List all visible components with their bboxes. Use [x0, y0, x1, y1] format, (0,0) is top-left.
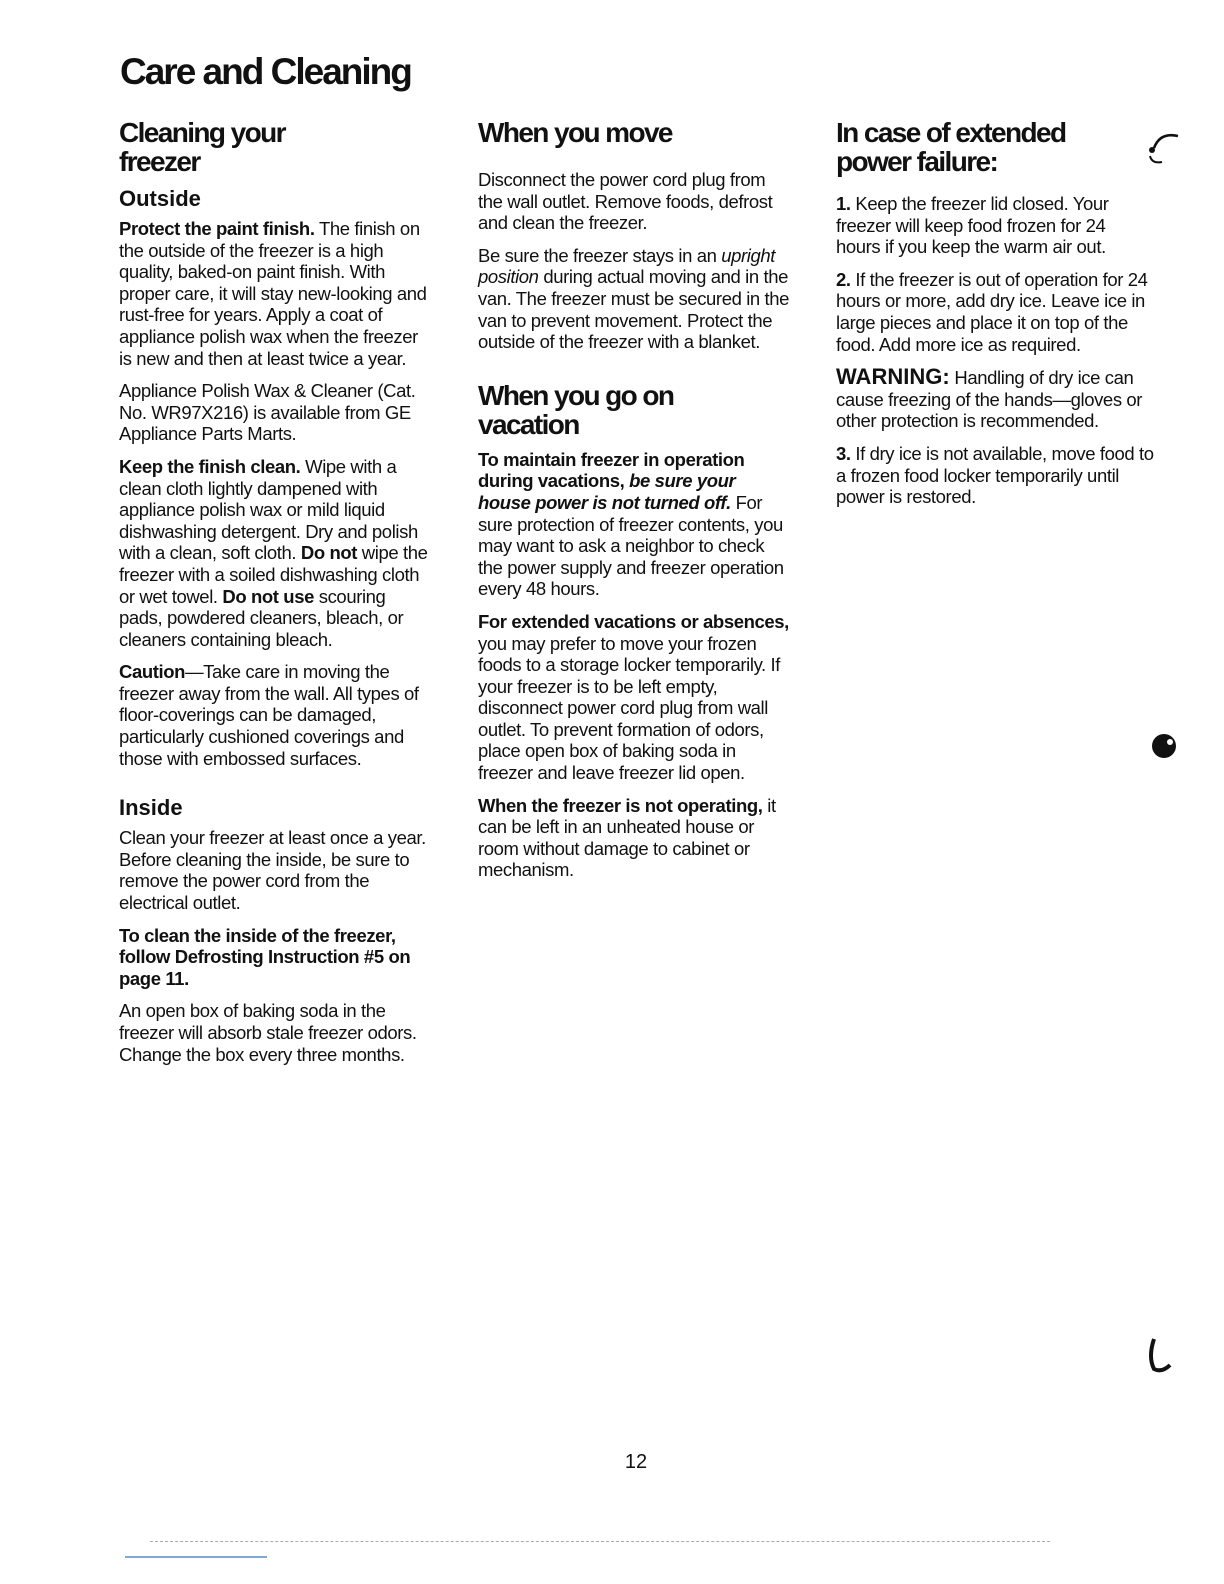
section-heading-move: When you move [478, 117, 672, 148]
bold-lead: When the freezer is not operating, [478, 794, 763, 816]
italic-text: upright position [478, 244, 776, 288]
paragraph-upright [478, 245, 790, 353]
scan-mark [1148, 728, 1184, 764]
text: If the freezer is out of operation for 24 hours or more, add dry ice. Leave ice in large pieces and place it on top of the food. Add more ice as required. [836, 268, 1148, 355]
subheading-inside: Inside [119, 795, 183, 821]
text: Be sure the freezer stays in an [478, 244, 722, 266]
text: The finish on the outside of the freezer is a high quality, baked-on paint finish. With proper care, it will stay new-looking and rust-free for years. Apply a coat of appliance polish wax when the freezer is new and then at least twice a year. [119, 218, 427, 369]
bold-lead: Keep the finish clean. [119, 455, 301, 477]
text: wipe the freezer with a soiled dishwashing cloth or wet towel. [119, 542, 428, 607]
section-heading-cleaning: Cleaning your freezer [119, 117, 285, 177]
text: you may prefer to move your frozen foods to a storage locker temporarily. If your freezer is to be left empty, disconnect power cord plug from wall outlet. To prevent formation of odors, place open box of baking soda in freezer and leave freezer lid open. [478, 632, 781, 784]
paragraph-disconnect: Disconnect the power cord plug from the wall outlet. Remove foods, defrost and clean the freezer. [478, 169, 773, 234]
warning-label: WARNING: [836, 364, 950, 390]
paragraph-not-operating [478, 795, 790, 881]
text: scouring pads, powdered cleaners, bleach, or cleaners containing bleach. [119, 585, 404, 650]
column-cleaning [119, 118, 431, 1076]
paragraph-paint-finish [119, 218, 431, 369]
text: Wipe with a clean cloth lightly dampened with appliance polish wax or mild liquid dishwashing detergent. Dry and polish with a clean, soft cloth. [119, 455, 418, 564]
scan-edge-line [125, 1556, 267, 1558]
text: during actual moving and in the van. The freezer must be secured in the van to prevent movement. Protect the outside of the freezer with a blanket. [478, 266, 790, 353]
text: it can be left in an unheated house or room without damage to cabinet or mechanism. [478, 794, 776, 881]
paragraph-defrost-instruction: To clean the inside of the freezer, follow Defrosting Instruction #5 on page 11. [119, 924, 411, 989]
bold-lead: Protect the paint finish. [119, 218, 315, 239]
paragraph-polish-wax: Appliance Polish Wax & Cleaner (Cat. No. WR97X216) is available from GE Appliance Parts Marts. [119, 380, 416, 445]
scan-mark [1140, 1335, 1180, 1379]
text: Handling of dry ice can cause freezing of the hands—gloves or other protection is recommended. [836, 367, 1143, 432]
item-number: 1. [836, 193, 851, 214]
item-number: 2. [836, 268, 851, 290]
paragraph-finish-clean [119, 456, 431, 650]
paragraph-inside-clean: Clean your freezer at least once a year. Before cleaning the inside, be sure to remove the power cord from the electrical outlet. [119, 827, 426, 914]
text: Keep the freezer lid closed. Your freezer will keep food frozen for 24 hours if you keep the warm air out. [836, 193, 1109, 258]
bold-text: Do not [300, 542, 358, 564]
section-heading-power-failure: In case of extended power failure: [836, 117, 1066, 177]
list-item [836, 443, 1154, 508]
paragraph-baking-soda: An open box of baking soda in the freezer will absorb stale freezer odors. Change the box every three months. [119, 1000, 417, 1065]
text: For sure protection of freezer contents, you may want to ask a neighbor to check the power supply and freezer operation every 48 hours. [478, 491, 784, 600]
page-edge-line [150, 1541, 1050, 1542]
text: If dry ice is not available, move food to a frozen food locker temporarily until power is restored. [836, 442, 1154, 508]
column-power-failure [836, 118, 1154, 519]
bold-lead: To maintain freezer in operation during vacations, [478, 448, 745, 492]
column-move-vacation [478, 118, 790, 892]
bold-lead: For extended vacations or absences, [478, 610, 789, 632]
text: —Take care in moving the freezer away from the wall. All types of floor-coverings can be damaged, particularly cushioned coverings and those with embossed surfaces. [119, 661, 419, 769]
warning-paragraph [836, 366, 1154, 432]
paragraph-extended-vacations [478, 611, 790, 784]
subheading-outside: Outside [119, 186, 201, 211]
scan-mark [1140, 128, 1188, 172]
list-item [836, 193, 1154, 258]
item-number: 3. [836, 442, 851, 464]
bold-text: Do not use [222, 585, 314, 607]
bold-italic-text: be sure your house power is not turned off. [478, 470, 736, 513]
page-title: Care and Cleaning [120, 51, 411, 92]
section-heading-vacation: When you go on vacation [478, 379, 674, 440]
paragraph-caution [119, 661, 431, 769]
bold-lead: Caution [119, 661, 186, 683]
list-item [836, 269, 1154, 355]
paragraph-maintain [478, 449, 790, 600]
page-number: 12 [624, 1451, 648, 1473]
